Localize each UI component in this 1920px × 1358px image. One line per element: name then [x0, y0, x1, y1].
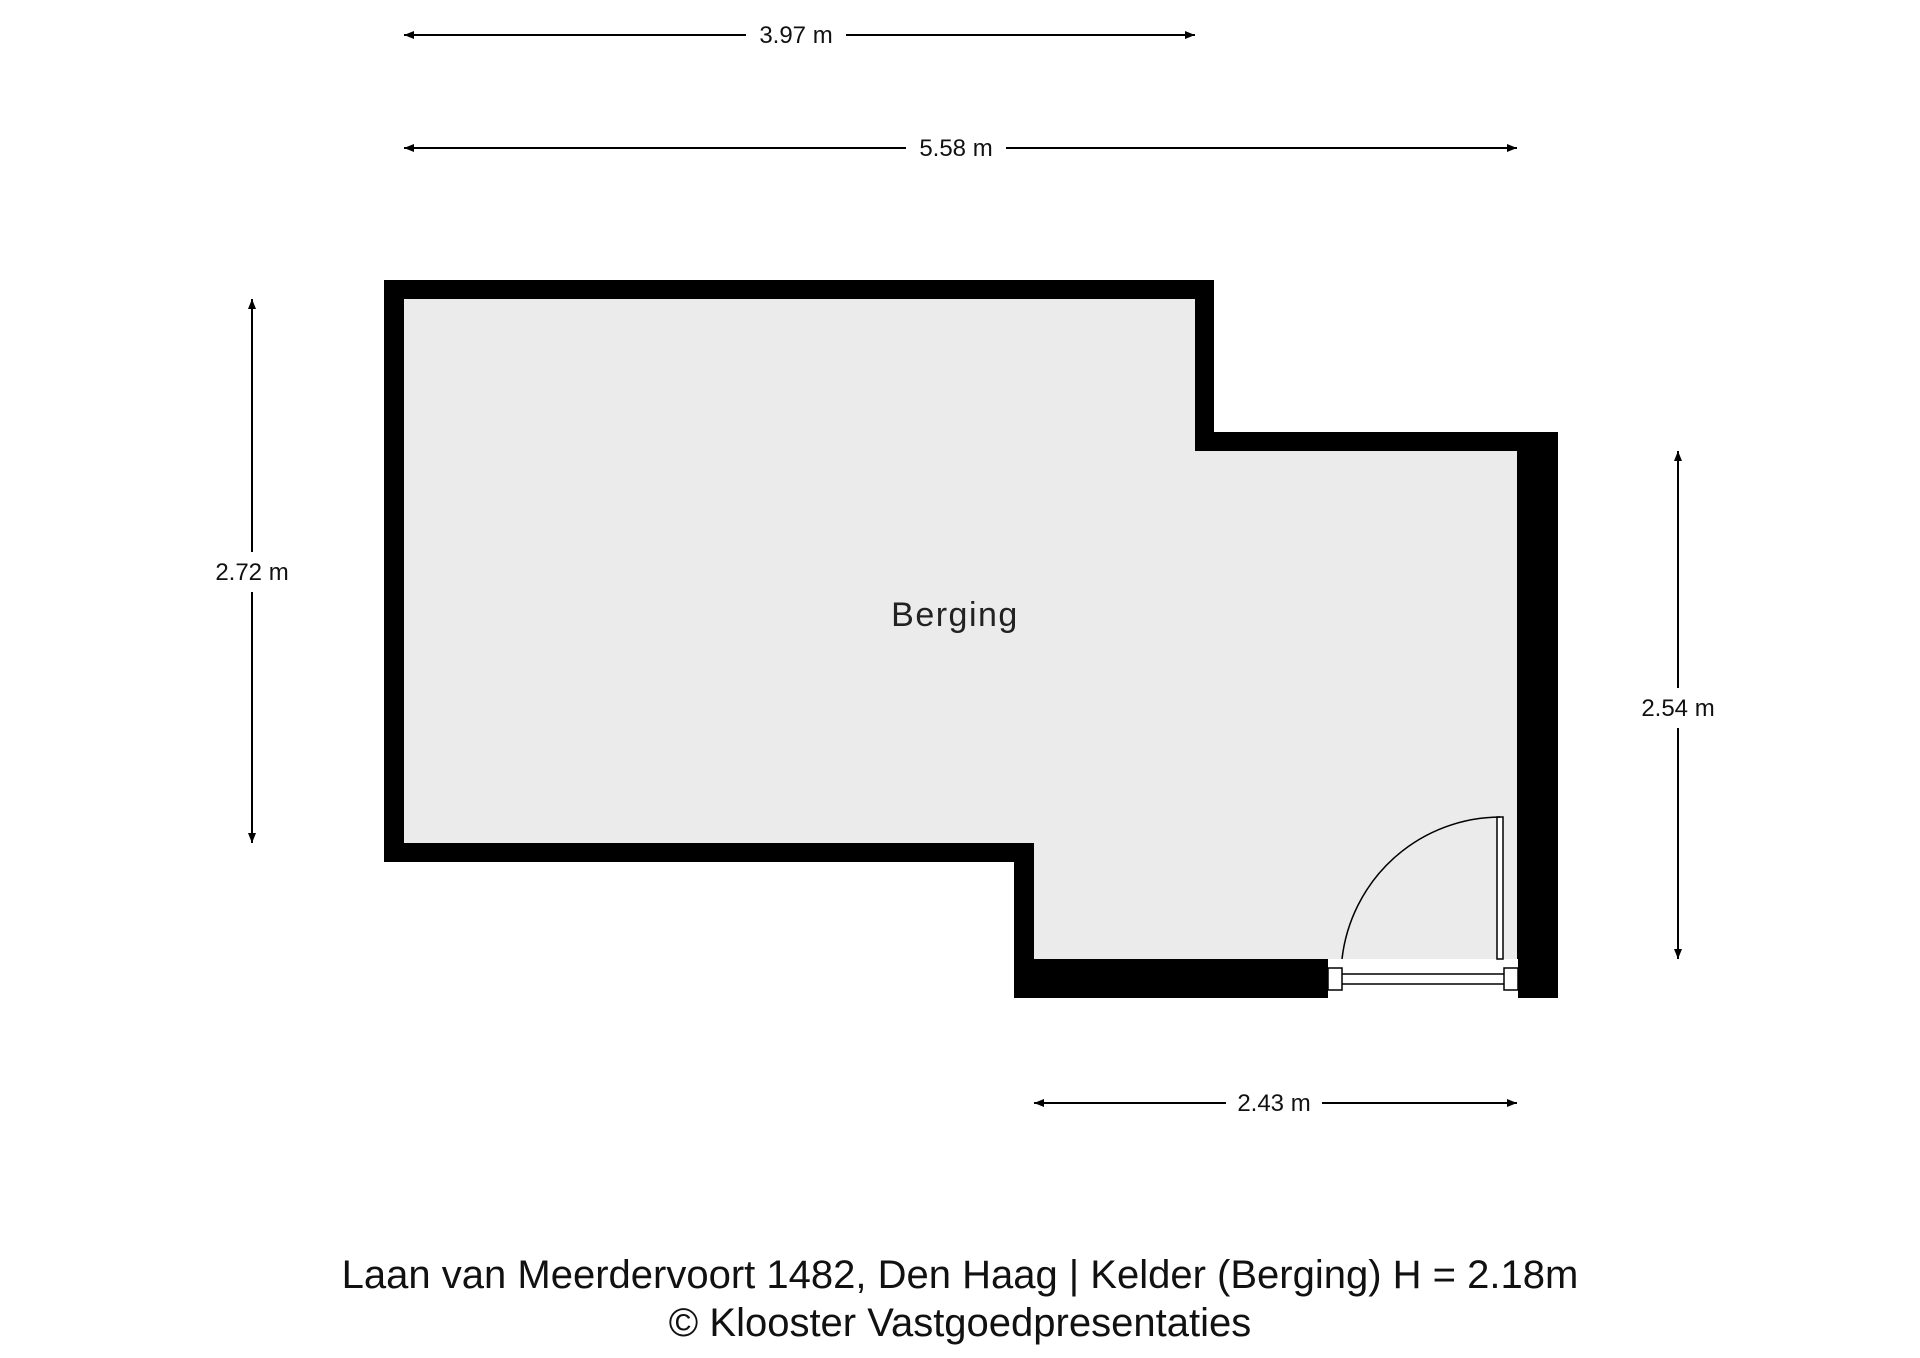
door-opening	[1328, 959, 1518, 999]
dimension-right-height	[1641, 451, 1714, 959]
caption-address: Laan van Meerdervoort 1482, Den Haag | Kelder (Berging) H = 2.18m	[341, 1253, 1579, 1297]
dimension-left-height	[215, 299, 288, 843]
dimension-top-short	[404, 22, 1195, 49]
dimension-label: 3.97 m	[759, 22, 833, 49]
dimension-label: 5.58 m	[919, 135, 993, 162]
door-leaf	[1497, 817, 1503, 959]
dimension-bottom-width	[1034, 1090, 1517, 1117]
caption-copyright: © Klooster Vastgoedpresentaties	[668, 1301, 1252, 1345]
dimension-label: 2.54 m	[1641, 695, 1715, 722]
door-frame-right	[1504, 968, 1518, 990]
door-frame-left	[1328, 968, 1342, 990]
dimension-top-long	[404, 135, 1517, 162]
dimension-label: 2.72 m	[215, 559, 289, 586]
dimension-label: 2.43 m	[1237, 1090, 1311, 1117]
room-label: Berging	[891, 596, 1019, 634]
